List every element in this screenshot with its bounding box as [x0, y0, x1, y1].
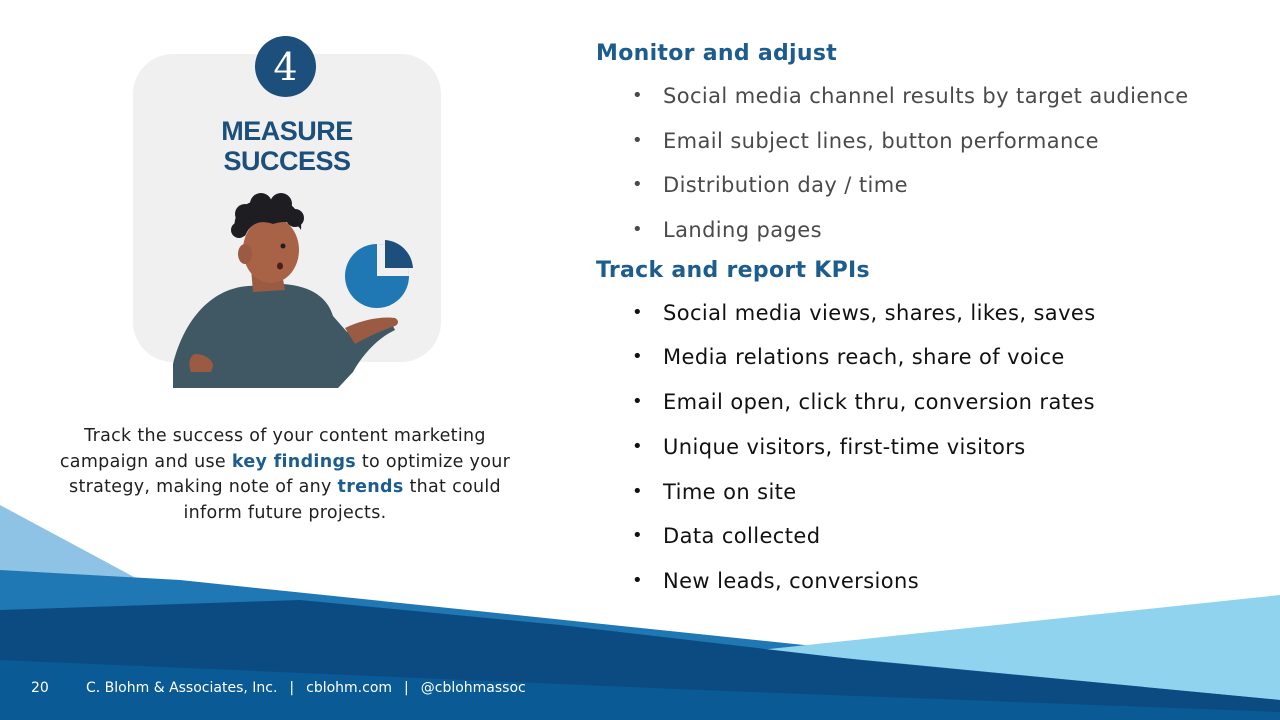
- content-column: [596, 36, 1266, 604]
- step-title-line2: SUCCESS: [223, 146, 351, 176]
- list-item: • Time on site: [596, 470, 1266, 515]
- list-item: • New leads, conversions: [596, 559, 1266, 604]
- section-heading-monitor: Monitor and adjust: [596, 41, 838, 66]
- list-item: • Social media channel results by target audience: [596, 74, 1266, 119]
- highlight-key-findings: key findings: [231, 451, 356, 472]
- list-item: • Landing pages: [596, 208, 1266, 253]
- highlight-trends: trends: [337, 477, 404, 497]
- description-text-2: to optimize your strategy, making note of any: [69, 451, 511, 497]
- list-item: • Distribution day / time: [596, 163, 1266, 208]
- company-name: C. Blohm & Associates, Inc.: [86, 680, 278, 696]
- page-number: 20: [31, 680, 49, 696]
- social-handle[interactable]: @cblohmassoc: [420, 680, 526, 696]
- footer-info: [86, 676, 526, 700]
- description-text-1: Track the success of your content marketing campaign and use: [59, 426, 486, 472]
- section-heading-kpis: Track and report KPIs: [596, 257, 870, 283]
- kpi-list: [596, 291, 1266, 604]
- step-description: [40, 424, 530, 526]
- monitor-list: [596, 74, 1266, 253]
- separator: |: [404, 680, 409, 696]
- person-holding-pie-chart-icon: [133, 54, 441, 394]
- step-title: [133, 116, 441, 176]
- website-link[interactable]: cblohm.com: [306, 680, 393, 696]
- description-text-3: that could inform future projects.: [183, 477, 501, 523]
- list-item: • Unique visitors, first-time visitors: [596, 425, 1266, 470]
- list-item: • Social media views, shares, likes, saves: [596, 291, 1266, 336]
- step-title-line1: MEASURE: [221, 116, 353, 146]
- list-item: • Email open, click thru, conversion rates: [596, 380, 1266, 425]
- list-item: • Media relations reach, share of voice: [596, 335, 1266, 380]
- list-item: • Data collected: [596, 514, 1266, 559]
- separator: |: [289, 680, 295, 696]
- step-number-badge: 4: [255, 36, 316, 97]
- list-item: • Email subject lines, button performance: [596, 119, 1266, 164]
